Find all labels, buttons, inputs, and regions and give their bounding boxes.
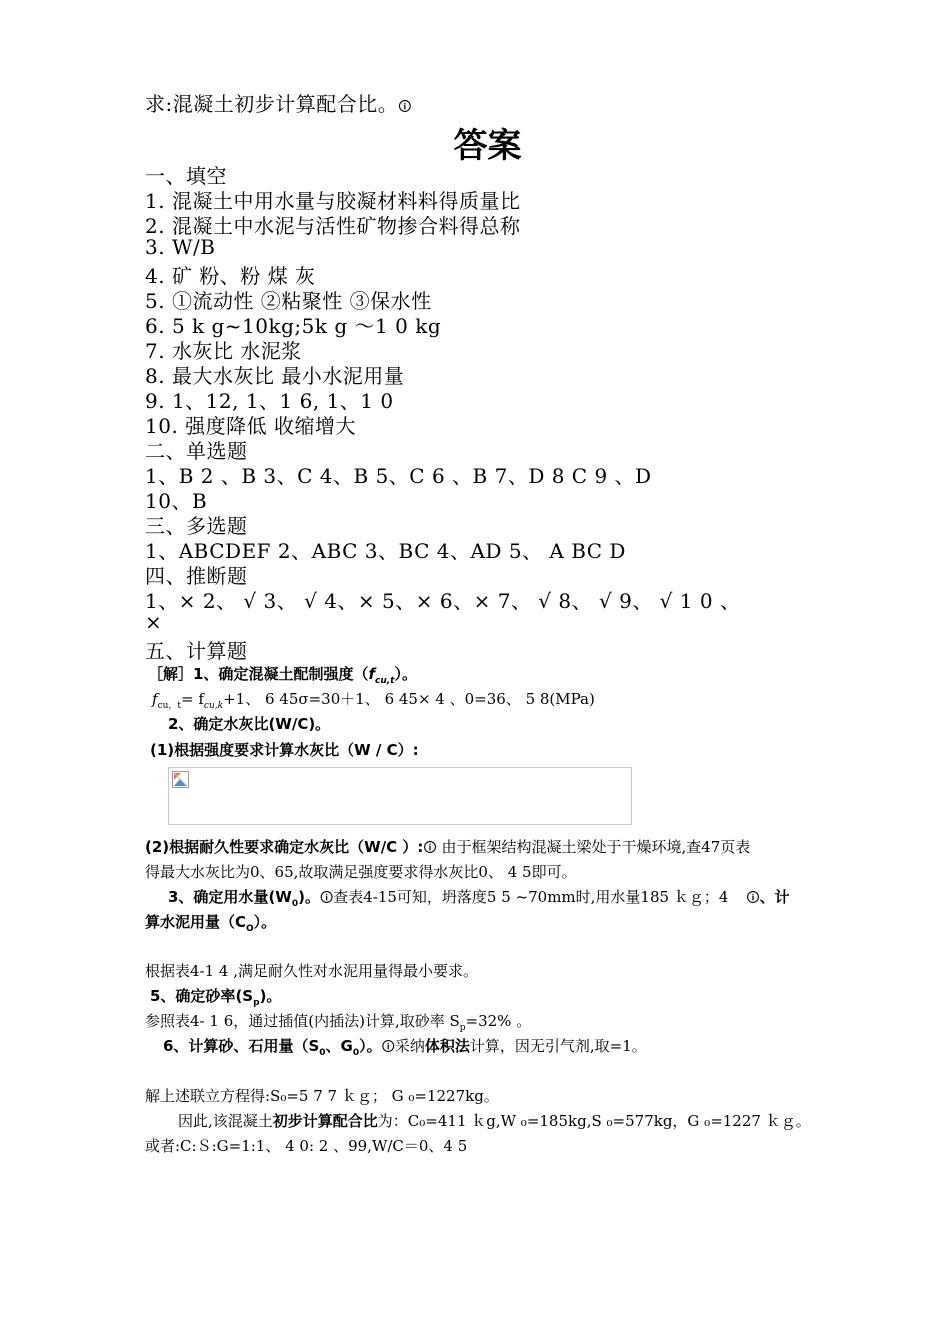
- calc-step-6-mid: 、G: [325, 1037, 353, 1055]
- answer-title: 答案: [453, 126, 522, 166]
- calc-final-a: 因此,该混凝土: [178, 1112, 273, 1130]
- calc-step-6-sub2: 0: [352, 1048, 360, 1058]
- calc-step-3-bold: 3、确定用水量(W: [168, 888, 292, 906]
- header-line: [145, 88, 412, 120]
- calc-step-2-2-text: 由于框架结构混凝土梁处于干燥环境,查47页表: [436, 838, 751, 856]
- calc-step-3-line2-sub: O: [246, 924, 254, 934]
- multi-answers: 1、ABCDEF 2、ABC 3、BC 4、AD 5、 A BC D: [145, 539, 626, 563]
- calc-step-5-sub: p: [253, 998, 260, 1008]
- calc-final: [178, 1110, 811, 1131]
- calc-step-1-text: ［解］1、确定混凝土配制强度（: [148, 665, 369, 683]
- formula-f: f: [152, 690, 158, 708]
- formula-sub-2: cu,k: [203, 701, 224, 711]
- section-fill-heading: 一、填空: [145, 164, 227, 188]
- fill-item-4: 4. 矿 粉、粉 煤 灰: [145, 264, 316, 288]
- calc-step-3-line2-text: 算水泥用量（C: [145, 913, 247, 931]
- fill-item-1: 1. 混凝土中用水量与胶凝材料料得质量比: [145, 189, 521, 213]
- calc-step-1-end: ）。: [394, 665, 417, 683]
- fill-item-10: 10. 强度降低 收缩增大: [145, 414, 357, 438]
- formula-image-placeholder: [168, 767, 632, 825]
- section-calc-heading: 五、计算题: [145, 639, 248, 663]
- calc-step-5: [150, 985, 281, 1008]
- section-single-heading: 二、单选题: [145, 439, 248, 463]
- calc-step-3-line2-end: ）。: [253, 913, 277, 931]
- calc-step-3-sub: 0: [291, 899, 299, 909]
- fill-item-8: 8. 最大水灰比 最小水泥用量: [145, 364, 405, 388]
- single-answers-line2: 10、B: [145, 489, 208, 513]
- judge-answers-line2: ×: [145, 610, 163, 634]
- calc-step-4-text: 根据表4-1 4 ,满足耐久性对水泥用量得最小要求。: [145, 962, 479, 980]
- calc-step-1: [148, 663, 417, 686]
- fill-item-6: 6. 5 k g~10kg;5k g ～1 0 kg: [145, 314, 442, 338]
- calc-step-5-desc-b: =32% 。: [465, 1012, 532, 1030]
- section-judge-heading: 四、推断题: [145, 564, 248, 588]
- calc-step-3: [168, 886, 790, 911]
- calc-final-b: 为：C₀=411 ｋg,W ₀=185kg,S ₀=577kg，G ₀=1227 ｋｇ。: [377, 1112, 811, 1130]
- paragraph-mark-icon: 🛈: [319, 891, 334, 906]
- calc-step-5-desc-sub: p: [459, 1023, 466, 1033]
- calc-step-3-text: 查表4-15可知，坍落度5 5 ~70mm时,用水量185 ｋｇ；4: [333, 888, 729, 906]
- calc-step-6-text: 采纳: [394, 1037, 425, 1055]
- calc-step-2-2-line2: 得最大水灰比为0、65,故取满足强度要求得水灰比0、 4 5即可。: [145, 863, 577, 881]
- calc-step-5-desc-a: 参照表4- 1 6，通过插值(内插法)计算,取砂率 S: [145, 1012, 460, 1030]
- calc-step-6-sub1: 0: [319, 1048, 326, 1058]
- fill-item-5: 5. ①流动性 ②粘聚性 ③保水性: [145, 289, 432, 313]
- calc-final-bold: 初步计算配合比: [272, 1112, 378, 1130]
- calc-step-6: [163, 1035, 647, 1060]
- calc-step-2-1: (1)根据强度要求计算水灰比（W / C）:: [150, 741, 419, 759]
- header-text: 求:混凝土初步计算配合比。: [145, 92, 399, 116]
- calc-step-1-symbol: f: [368, 665, 375, 683]
- paragraph-mark-icon: 🛈: [746, 891, 760, 906]
- calc-solve: 解上述联立方程得:S₀=5 7 7 ｋｇ； G ₀=1227kg。: [145, 1087, 499, 1105]
- calc-step-2-2: [145, 836, 750, 861]
- calc-step-5-text: 5、确定砂率(S: [150, 987, 254, 1005]
- formula-sub-1: cu，t: [157, 701, 182, 711]
- fill-item-9: 9. 1、12, 1、1 6, 1、1 0: [145, 389, 394, 413]
- fill-item-2: 2. 混凝土中水泥与活性矿物掺合料得总称: [145, 214, 521, 238]
- single-answers-line1: 1、B 2 、B 3、C 4、B 5、C 6 、B 7、D 8 C 9 、D: [145, 464, 652, 488]
- judge-answers-line1: 1、× 2、 √ 3、 √ 4、× 5、× 6、× 7、 √ 8、 √ 9、 √ 1 0 、: [145, 589, 741, 613]
- calc-step-6-text2: 计算，因无引气剂,取=1。: [469, 1037, 647, 1055]
- paragraph-mark-icon: 🛈: [398, 100, 413, 115]
- broken-image-icon: [172, 771, 189, 788]
- calc-step-6-end: ）。: [359, 1037, 382, 1055]
- calc-formula: [152, 688, 595, 711]
- calc-step-5-end: )。: [259, 987, 282, 1005]
- calc-final-line2: 或者:C:Ｓ:G=1:1、 4 0: 2 、99,W/C＝0、4 5: [145, 1137, 468, 1155]
- section-multi-heading: 三、多选题: [145, 514, 248, 538]
- fill-item-7: 7. 水灰比 水泥浆: [145, 339, 302, 363]
- fill-item-3: 3. W/B: [145, 235, 216, 259]
- calc-step-2: 2、确定水灰比(W/C)。: [168, 715, 331, 733]
- calc-step-3-bold2: )。: [298, 888, 320, 906]
- calc-step-5-desc: [145, 1010, 531, 1033]
- calc-step-6-bold2: 体积法: [424, 1037, 470, 1055]
- formula-rest: +1、 6 45σ=30＋1、 6 45× 4 、0=36、 5 8(MPa): [223, 690, 595, 708]
- calc-step-1-sub: cu,t: [374, 676, 395, 686]
- calc-step-2-2-bold: (2)根据耐久性要求确定水灰比（W/C ）:: [145, 838, 424, 856]
- paragraph-mark-icon: 🛈: [381, 1040, 395, 1055]
- calc-step-3-bold3: 、计: [759, 888, 790, 906]
- paragraph-mark-icon: 🛈: [423, 841, 437, 856]
- calc-step-3-line2: [145, 911, 276, 934]
- calc-step-6-bold: 6、计算砂、石用量（S: [163, 1037, 320, 1055]
- formula-eq: = f: [181, 690, 204, 708]
